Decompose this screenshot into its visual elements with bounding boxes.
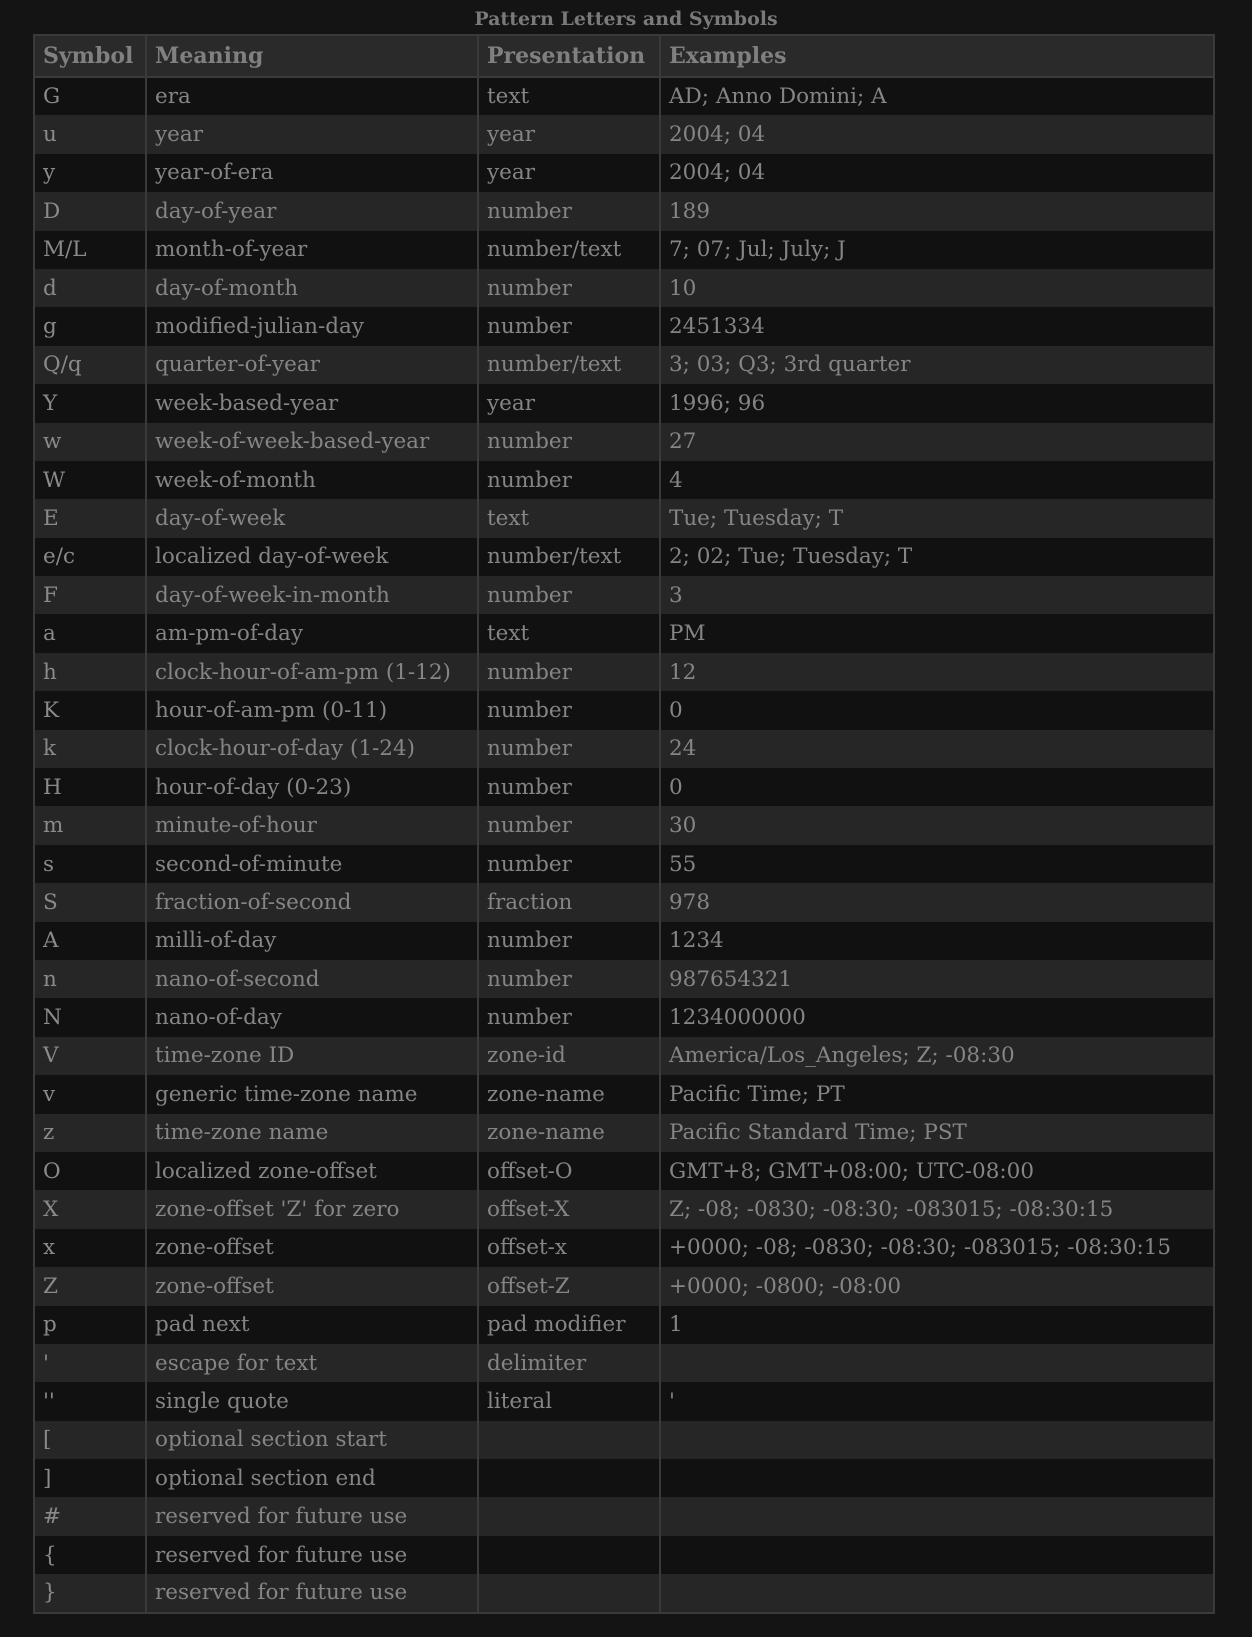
presentation-cell: number xyxy=(478,730,660,768)
examples-cell: GMT+8; GMT+08:00; UTC-08:00 xyxy=(660,1152,1214,1190)
presentation-cell: text xyxy=(478,499,660,537)
examples-cell: 0 xyxy=(660,768,1214,806)
presentation-cell: number xyxy=(478,922,660,960)
presentation-cell: number xyxy=(478,576,660,614)
presentation-cell: number xyxy=(478,307,660,345)
symbol-cell: [ xyxy=(34,1421,146,1459)
presentation-cell: offset-X xyxy=(478,1190,660,1228)
symbol-cell: ' xyxy=(34,1344,146,1382)
symbol-cell: V xyxy=(34,1037,146,1075)
symbol-cell: d xyxy=(34,269,146,307)
symbol-cell: # xyxy=(34,1497,146,1535)
presentation-cell: delimiter xyxy=(478,1344,660,1382)
meaning-cell: optional section start xyxy=(146,1421,478,1459)
meaning-cell: pad next xyxy=(146,1306,478,1344)
table-row xyxy=(34,346,1214,384)
symbol-cell: u xyxy=(34,115,146,153)
examples-cell: Pacific Time; PT xyxy=(660,1075,1214,1113)
examples-cell xyxy=(660,1497,1214,1535)
presentation-cell: offset-x xyxy=(478,1229,660,1267)
symbol-cell: W xyxy=(34,461,146,499)
presentation-cell: zone-id xyxy=(478,1037,660,1075)
table-row xyxy=(34,1421,1214,1459)
examples-cell: 2004; 04 xyxy=(660,115,1214,153)
examples-cell: 1234000000 xyxy=(660,998,1214,1036)
meaning-cell: hour-of-am-pm (0-11) xyxy=(146,691,478,729)
symbol-cell: y xyxy=(34,154,146,192)
meaning-cell: clock-hour-of-day (1-24) xyxy=(146,730,478,768)
meaning-cell: week-of-week-based-year xyxy=(146,423,478,461)
meaning-cell: year-of-era xyxy=(146,154,478,192)
examples-cell: 0 xyxy=(660,691,1214,729)
table-row xyxy=(34,845,1214,883)
table-row xyxy=(34,730,1214,768)
examples-cell: Tue; Tuesday; T xyxy=(660,499,1214,537)
symbol-cell: } xyxy=(34,1574,146,1612)
meaning-cell: reserved for future use xyxy=(146,1536,478,1574)
presentation-cell: zone-name xyxy=(478,1114,660,1152)
examples-cell: 12 xyxy=(660,653,1214,691)
presentation-cell: number/text xyxy=(478,231,660,269)
table-row xyxy=(34,653,1214,691)
presentation-cell: year xyxy=(478,154,660,192)
meaning-cell: week-based-year xyxy=(146,384,478,422)
examples-cell: 4 xyxy=(660,461,1214,499)
symbol-cell: '' xyxy=(34,1382,146,1420)
examples-cell: 2; 02; Tue; Tuesday; T xyxy=(660,538,1214,576)
table-row xyxy=(34,1306,1214,1344)
symbol-cell: D xyxy=(34,192,146,230)
symbol-cell: p xyxy=(34,1306,146,1344)
presentation-cell: number xyxy=(478,998,660,1036)
symbol-cell: g xyxy=(34,307,146,345)
meaning-cell: day-of-week xyxy=(146,499,478,537)
meaning-cell: second-of-minute xyxy=(146,845,478,883)
table-row xyxy=(34,1536,1214,1574)
symbol-cell: Y xyxy=(34,384,146,422)
symbol-cell: ] xyxy=(34,1459,146,1497)
presentation-cell: number xyxy=(478,461,660,499)
table-row xyxy=(34,307,1214,345)
meaning-cell: week-of-month xyxy=(146,461,478,499)
table-row xyxy=(34,77,1214,115)
presentation-cell: number xyxy=(478,192,660,230)
table-row xyxy=(34,614,1214,652)
symbol-cell: h xyxy=(34,653,146,691)
presentation-cell: offset-Z xyxy=(478,1267,660,1305)
meaning-cell: zone-offset 'Z' for zero xyxy=(146,1190,478,1228)
meaning-cell: day-of-month xyxy=(146,269,478,307)
table-row xyxy=(34,461,1214,499)
symbol-cell: O xyxy=(34,1152,146,1190)
examples-cell: PM xyxy=(660,614,1214,652)
table-row xyxy=(34,1497,1214,1535)
symbol-cell: N xyxy=(34,998,146,1036)
presentation-cell: pad modifier xyxy=(478,1306,660,1344)
meaning-cell: localized zone-offset xyxy=(146,1152,478,1190)
meaning-cell: year xyxy=(146,115,478,153)
header-meaning: Meaning xyxy=(146,35,478,77)
pattern-letters-table xyxy=(33,34,1215,1614)
symbol-cell: H xyxy=(34,768,146,806)
table-row xyxy=(34,423,1214,461)
examples-cell: Pacific Standard Time; PST xyxy=(660,1114,1214,1152)
meaning-cell: time-zone name xyxy=(146,1114,478,1152)
examples-cell: 1996; 96 xyxy=(660,384,1214,422)
table-row xyxy=(34,1190,1214,1228)
table-row xyxy=(34,538,1214,576)
symbol-cell: E xyxy=(34,499,146,537)
meaning-cell: day-of-year xyxy=(146,192,478,230)
symbol-cell: A xyxy=(34,922,146,960)
examples-cell: AD; Anno Domini; A xyxy=(660,77,1214,115)
meaning-cell: reserved for future use xyxy=(146,1574,478,1612)
presentation-cell: number xyxy=(478,691,660,729)
presentation-cell: literal xyxy=(478,1382,660,1420)
presentation-cell: text xyxy=(478,614,660,652)
table-row xyxy=(34,1382,1214,1420)
presentation-cell: number xyxy=(478,423,660,461)
symbol-cell: x xyxy=(34,1229,146,1267)
examples-cell xyxy=(660,1421,1214,1459)
presentation-cell xyxy=(478,1536,660,1574)
symbol-cell: K xyxy=(34,691,146,729)
examples-cell xyxy=(660,1574,1214,1612)
symbol-cell: z xyxy=(34,1114,146,1152)
table-row xyxy=(34,960,1214,998)
table-body xyxy=(34,77,1214,1613)
meaning-cell: month-of-year xyxy=(146,231,478,269)
symbol-cell: X xyxy=(34,1190,146,1228)
examples-cell: 978 xyxy=(660,883,1214,921)
meaning-cell: time-zone ID xyxy=(146,1037,478,1075)
table-row xyxy=(34,1344,1214,1382)
meaning-cell: am-pm-of-day xyxy=(146,614,478,652)
symbol-cell: m xyxy=(34,806,146,844)
examples-cell: 2004; 04 xyxy=(660,154,1214,192)
presentation-cell: number xyxy=(478,960,660,998)
examples-cell: 27 xyxy=(660,423,1214,461)
header-examples: Examples xyxy=(660,35,1214,77)
header-symbol: Symbol xyxy=(34,35,146,77)
symbol-cell: k xyxy=(34,730,146,768)
examples-cell: 1 xyxy=(660,1306,1214,1344)
meaning-cell: reserved for future use xyxy=(146,1497,478,1535)
symbol-cell: e/c xyxy=(34,538,146,576)
meaning-cell: modified-julian-day xyxy=(146,307,478,345)
header-presentation: Presentation xyxy=(478,35,660,77)
table-row xyxy=(34,1574,1214,1612)
meaning-cell: optional section end xyxy=(146,1459,478,1497)
table-row xyxy=(34,231,1214,269)
table-row xyxy=(34,1114,1214,1152)
table-row xyxy=(34,922,1214,960)
presentation-cell xyxy=(478,1497,660,1535)
table-caption: Pattern Letters and Symbols xyxy=(474,8,778,30)
table-row xyxy=(34,115,1214,153)
examples-cell: 30 xyxy=(660,806,1214,844)
meaning-cell: generic time-zone name xyxy=(146,1075,478,1113)
presentation-cell: fraction xyxy=(478,883,660,921)
examples-cell: 7; 07; Jul; July; J xyxy=(660,231,1214,269)
examples-cell: 3 xyxy=(660,576,1214,614)
meaning-cell: milli-of-day xyxy=(146,922,478,960)
examples-cell xyxy=(660,1344,1214,1382)
table-row xyxy=(34,883,1214,921)
examples-cell: 1234 xyxy=(660,922,1214,960)
symbol-cell: s xyxy=(34,845,146,883)
presentation-cell: offset-O xyxy=(478,1152,660,1190)
examples-cell: 24 xyxy=(660,730,1214,768)
symbol-cell: F xyxy=(34,576,146,614)
table-row xyxy=(34,576,1214,614)
examples-cell: +0000; -0800; -08:00 xyxy=(660,1267,1214,1305)
presentation-cell xyxy=(478,1459,660,1497)
examples-cell: +0000; -08; -0830; -08:30; -083015; -08:30:15 xyxy=(660,1229,1214,1267)
examples-cell: 2451334 xyxy=(660,307,1214,345)
symbol-cell: n xyxy=(34,960,146,998)
meaning-cell: escape for text xyxy=(146,1344,478,1382)
meaning-cell: day-of-week-in-month xyxy=(146,576,478,614)
symbol-cell: S xyxy=(34,883,146,921)
symbol-cell: G xyxy=(34,77,146,115)
presentation-cell: year xyxy=(478,115,660,153)
examples-cell: Z; -08; -0830; -08:30; -083015; -08:30:15 xyxy=(660,1190,1214,1228)
examples-cell: 10 xyxy=(660,269,1214,307)
meaning-cell: quarter-of-year xyxy=(146,346,478,384)
meaning-cell: nano-of-day xyxy=(146,998,478,1036)
symbol-cell: { xyxy=(34,1536,146,1574)
symbol-cell: v xyxy=(34,1075,146,1113)
examples-cell: 3; 03; Q3; 3rd quarter xyxy=(660,346,1214,384)
presentation-cell: number/text xyxy=(478,538,660,576)
table-row xyxy=(34,768,1214,806)
meaning-cell: clock-hour-of-am-pm (1-12) xyxy=(146,653,478,691)
table-row xyxy=(34,192,1214,230)
symbol-cell: w xyxy=(34,423,146,461)
meaning-cell: zone-offset xyxy=(146,1229,478,1267)
table-row xyxy=(34,269,1214,307)
table-row xyxy=(34,1267,1214,1305)
meaning-cell: minute-of-hour xyxy=(146,806,478,844)
symbol-cell: a xyxy=(34,614,146,652)
symbol-cell: Z xyxy=(34,1267,146,1305)
presentation-cell xyxy=(478,1574,660,1612)
examples-cell xyxy=(660,1459,1214,1497)
meaning-cell: hour-of-day (0-23) xyxy=(146,768,478,806)
symbol-cell: Q/q xyxy=(34,346,146,384)
table-row xyxy=(34,154,1214,192)
table-header-row xyxy=(34,35,1214,77)
table-row xyxy=(34,1037,1214,1075)
presentation-cell: number xyxy=(478,845,660,883)
presentation-cell: number xyxy=(478,653,660,691)
meaning-cell: zone-offset xyxy=(146,1267,478,1305)
meaning-cell: nano-of-second xyxy=(146,960,478,998)
table-row xyxy=(34,806,1214,844)
table-row xyxy=(34,1075,1214,1113)
examples-cell: America/Los_Angeles; Z; -08:30 xyxy=(660,1037,1214,1075)
table-row xyxy=(34,1229,1214,1267)
table-row xyxy=(34,499,1214,537)
examples-cell xyxy=(660,1536,1214,1574)
meaning-cell: era xyxy=(146,77,478,115)
presentation-cell: number xyxy=(478,806,660,844)
presentation-cell: zone-name xyxy=(478,1075,660,1113)
presentation-cell: number/text xyxy=(478,346,660,384)
examples-cell: 189 xyxy=(660,192,1214,230)
examples-cell: 55 xyxy=(660,845,1214,883)
meaning-cell: fraction-of-second xyxy=(146,883,478,921)
table-row xyxy=(34,691,1214,729)
table-row xyxy=(34,1152,1214,1190)
examples-cell: ' xyxy=(660,1382,1214,1420)
presentation-cell: year xyxy=(478,384,660,422)
presentation-cell: number xyxy=(478,768,660,806)
table-row xyxy=(34,384,1214,422)
symbol-cell: M/L xyxy=(34,231,146,269)
meaning-cell: single quote xyxy=(146,1382,478,1420)
table-row xyxy=(34,1459,1214,1497)
table-row xyxy=(34,998,1214,1036)
presentation-cell xyxy=(478,1421,660,1459)
presentation-cell: number xyxy=(478,269,660,307)
examples-cell: 987654321 xyxy=(660,960,1214,998)
presentation-cell: text xyxy=(478,77,660,115)
meaning-cell: localized day-of-week xyxy=(146,538,478,576)
